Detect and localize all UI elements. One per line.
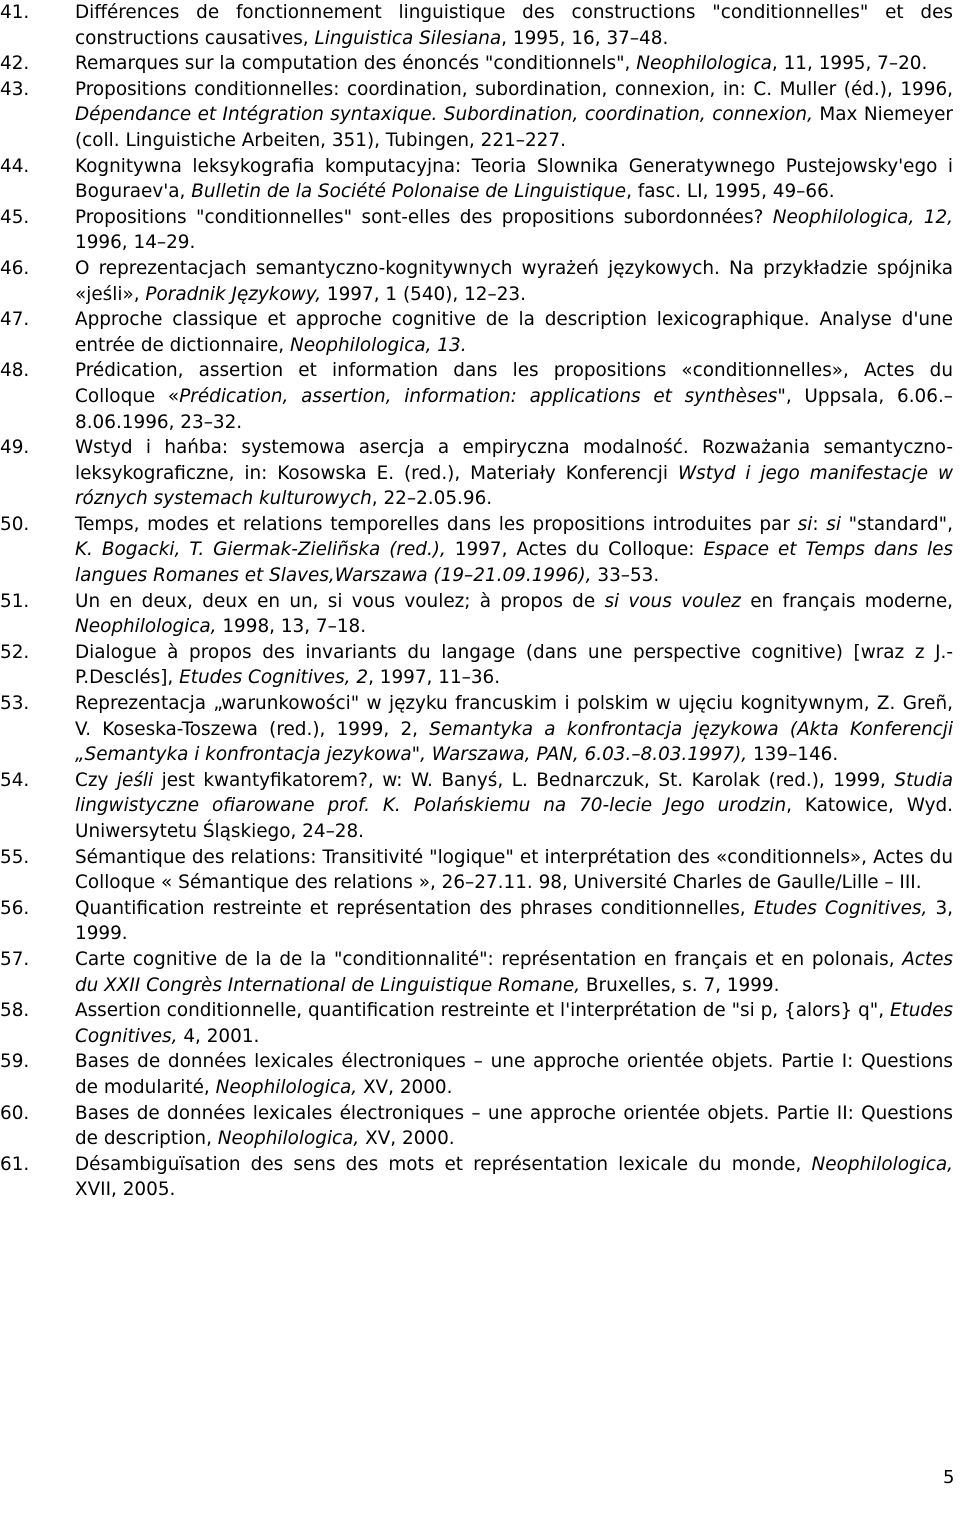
entry-text xyxy=(75,1049,953,1100)
entry-text-segment: Temps, modes et relations temporelles dans les propositions introduites par xyxy=(75,513,798,535)
bibliography-entry xyxy=(0,205,953,256)
entry-number: 48. xyxy=(0,360,30,382)
entry-text xyxy=(75,358,953,435)
italic-title-text: Linguistica Silesiana xyxy=(314,27,502,49)
italic-title-text: Etudes Cognitives, 2 xyxy=(179,667,369,689)
entry-text-segment: jest kwantyfikatorem?, w: W. Banyś, L. Bednarczuk, St. Karolak (red.), 1999, xyxy=(153,769,895,791)
entry-number: 43. xyxy=(0,78,30,100)
entry-text-segment: Un en deux, deux en un, si vous voulez; à propos de xyxy=(75,590,605,612)
entry-text xyxy=(75,205,953,256)
entry-text-segment: XV, 2000. xyxy=(359,1128,455,1150)
bibliography-entry xyxy=(0,845,953,896)
italic-title-text: Etudes Cognitives, xyxy=(753,897,928,919)
entry-text-segment: Propositions "conditionnelles" sont-elles des propositions subordonnées? xyxy=(75,206,773,228)
entry-number: 50. xyxy=(0,513,30,535)
entry-text xyxy=(75,998,953,1049)
bibliography-entry xyxy=(0,1152,953,1203)
entry-text-segment: O reprezentacjach semantyczno-kognitywnych wyrażeń językowych. Na przykładzie spójnika «jeśli», xyxy=(75,257,953,305)
bibliography-entry xyxy=(0,768,953,845)
italic-title-text: Etudes Cognitives, xyxy=(75,1000,953,1047)
entry-text-segment: 4, 2001. xyxy=(177,1025,260,1047)
entry-text xyxy=(75,1152,953,1203)
entry-text xyxy=(75,947,953,998)
entry-text xyxy=(75,154,953,205)
italic-title-text: Wstyd i jego manifestacje w róznych systemach kulturowych xyxy=(75,462,953,510)
italic-title-text: Espace et Temps dans les langues Romanes et Slaves,Warszawa (19–21.09.1996), xyxy=(75,539,953,587)
entry-text-segment: , Katowice, Wyd. Uniwersytetu Śląskiego, 24–28. xyxy=(75,795,953,842)
entry-text-segment: "standard", xyxy=(840,513,953,535)
bibliography-entry xyxy=(0,154,953,205)
italic-title-text: Semantyka a konfrontacja językowa (Akta Konferencji „Semantyka i konfrontacja jezykowa", Warszawa, PAN, 6.03.–8.03.1997), xyxy=(75,718,953,766)
entry-text xyxy=(75,896,953,947)
entry-text-segment: Bases de données lexicales électroniques – une approche orientée objets. Partie II: Questions de description, xyxy=(75,1102,953,1150)
entry-text xyxy=(75,1101,953,1152)
entry-number: 42. xyxy=(0,53,30,75)
bibliography-entry xyxy=(0,358,953,435)
entry-text xyxy=(75,435,953,512)
entry-number: 58. xyxy=(0,1000,30,1022)
entry-text-segment: Reprezentacja „warunkowości" w języku francuskim i polskim w ujęciu kognitywnym, Z. Greñ, V. Koseska-Toszewa (red.), 1999, 2, xyxy=(75,693,953,740)
entry-number: 45. xyxy=(0,206,30,228)
entry-text-segment: Dialogue à propos des invariants du langage (dans une perspective cognitive) [wraz z J.-P.Desclés], xyxy=(75,641,953,689)
italic-title-text: Neophilologica, xyxy=(215,1076,358,1098)
entry-text-segment: Assertion conditionnelle, quantification restreinte et l'interprétation de "si p, {alors} q", xyxy=(75,1000,890,1022)
entry-text-segment: 1998, 13, 7–18. xyxy=(216,616,367,638)
bibliography-entry xyxy=(0,896,953,947)
italic-title-text: Neophilologica, xyxy=(217,1128,360,1150)
italic-title-text: Neophilologica, xyxy=(811,1153,953,1175)
italic-title-text: si xyxy=(826,513,841,535)
entry-number: 47. xyxy=(0,309,30,331)
bibliography-entry xyxy=(0,589,953,640)
entry-text xyxy=(75,640,953,691)
bibliography-entry xyxy=(0,998,953,1049)
entry-text-segment: 1997, 1 (540), 12–23. xyxy=(321,283,526,305)
italic-title-text: K. Bogacki, T. Giermak-Zieliñska (red.), xyxy=(75,539,446,561)
entry-text xyxy=(75,768,953,845)
entry-text-segment: , 1997, 11–36. xyxy=(368,667,501,689)
italic-title-text: Bulletin de la Société Polonaise de Linguistique xyxy=(191,181,627,203)
entry-text-segment: Désambiguïsation des sens des mots et représentation lexicale du monde, xyxy=(75,1153,812,1175)
entry-number: 60. xyxy=(0,1102,30,1124)
bibliography-entry xyxy=(0,691,953,768)
entry-text xyxy=(75,512,953,589)
page-number: 5 xyxy=(943,1467,955,1488)
entry-text xyxy=(75,589,953,640)
entry-text-segment: Bruxelles, s. 7, 1999. xyxy=(580,974,780,996)
entry-text-segment: Kognitywna leksykografia komputacyjna: Teoria Slownika Generatywnego Pustejowsky'ego i Boguraev'a, xyxy=(75,155,953,203)
entry-text-segment: 1996, 14–29. xyxy=(75,232,196,254)
bibliography-entry xyxy=(0,1049,953,1100)
entry-text-segment: Différences de fonctionnement linguistique des constructions "conditionnelles" et des constructions causatives, xyxy=(75,2,953,49)
entry-number: 49. xyxy=(0,437,30,459)
bibliography-entry xyxy=(0,512,953,589)
entry-number: 61. xyxy=(0,1153,30,1175)
entry-text-segment: , Uppsala, 6.06.–8.06.1996, 23–32. xyxy=(75,385,953,433)
entry-text-segment: 33–53. xyxy=(591,565,660,587)
italic-title-text: Neophilologica, xyxy=(75,616,217,638)
entry-text-segment: 139–146. xyxy=(747,744,839,766)
entry-text-segment: , 1995, 16, 37–48. xyxy=(501,27,669,49)
entry-number: 57. xyxy=(0,948,30,970)
entry-text-segment: Wstyd i hańba: systemowa asercja a empiryczna modalność. Rozważania semantyczno-leksykograficzne, in: Kosowska E. (red.), Materiały Konferencji xyxy=(75,437,953,484)
italic-title-text: Prédication, assertion, information: applications et synthèses" xyxy=(179,385,786,407)
italic-title-text: si vous voulez xyxy=(604,590,741,612)
bibliography-entry xyxy=(0,0,953,51)
bibliography-entry xyxy=(0,307,953,358)
entry-text-segment: 3, 1999. xyxy=(75,897,953,945)
entry-text-segment: Max Niemeyer (coll. Linguistiche Arbeiten, 351), Tubingen, 221–227. xyxy=(75,104,953,151)
entry-number: 53. xyxy=(0,693,30,715)
entry-number: 54. xyxy=(0,769,30,791)
entry-text-segment: , 22–2.05.96. xyxy=(371,488,493,510)
entry-text-segment: Prédication, assertion et information dans les propositions «conditionnelles», Actes du Colloque « xyxy=(75,360,953,407)
entry-text xyxy=(75,0,953,51)
entry-text xyxy=(75,77,953,154)
entry-text-segment: XV, 2000. xyxy=(357,1076,453,1098)
bibliography-entry xyxy=(0,435,953,512)
entry-text xyxy=(75,51,953,77)
entry-number: 51. xyxy=(0,590,30,612)
entry-text-segment: Sémantique des relations: Transitivité "logique" et interprétation des «conditionnels», Actes du Colloque « Sémantique des relations », 26–27.11. 98, Université Charles de Gaulle/Lille – III. xyxy=(75,846,953,894)
bibliography-entry xyxy=(0,51,953,77)
italic-title-text: Dépendance et Intégration syntaxique. Subordination, coordination, connexion, xyxy=(75,104,813,126)
entry-text xyxy=(75,845,953,896)
entry-text-segment: : xyxy=(812,513,827,535)
entry-number: 46. xyxy=(0,257,30,279)
entry-text-segment: Propositions conditionnelles: coordination, subordination, connexion, in: C. Muller (éd.), 1996, xyxy=(75,78,953,100)
italic-title-text: Neophilologica xyxy=(636,53,772,75)
entry-text-segment: , fasc. LI, 1995, 49–66. xyxy=(626,181,835,203)
entry-text-segment: en français moderne, xyxy=(740,590,954,612)
italic-title-text: Actes du XXII Congrès International de Linguistique Romane, xyxy=(75,948,953,996)
entry-text-segment: Carte cognitive de la de la "conditionnalité": représentation en français et en polonais, xyxy=(75,948,903,970)
entry-text-segment: Approche classique et approche cognitive de la description lexicographique. Analyse d'une entrée de dictionnaire, xyxy=(75,309,953,356)
italic-title-text: si xyxy=(797,513,813,535)
entry-text-segment: 1997, Actes du Colloque: xyxy=(445,539,704,561)
entry-text-segment: Quantification restreinte et représentation des phrases conditionnelles, xyxy=(75,897,754,919)
italic-title-text: Neophilologica, 12, xyxy=(772,206,953,228)
entry-text xyxy=(75,307,953,358)
entry-number: 56. xyxy=(0,897,30,919)
italic-title-text: jeśli xyxy=(116,769,154,791)
entry-text xyxy=(75,256,953,307)
bibliography-entry xyxy=(0,640,953,691)
entry-number: 59. xyxy=(0,1051,30,1073)
italic-title-text: Neophilologica, 13. xyxy=(289,334,467,356)
entry-text-segment: , 11, 1995, 7–20. xyxy=(771,53,928,75)
entry-number: 55. xyxy=(0,846,30,868)
italic-title-text: Poradnik Językowy, xyxy=(145,283,322,305)
entry-text-segment: Remarques sur la computation des énoncés "conditionnels", xyxy=(75,53,637,75)
bibliography-entry xyxy=(0,256,953,307)
entry-text xyxy=(75,691,953,768)
italic-title-text: Studia lingwistyczne ofiarowane prof. K. Polańskiemu na 70-lecie Jego urodzin xyxy=(75,769,953,817)
entry-number: 52. xyxy=(0,641,30,663)
entry-text-segment: Bases de données lexicales électroniques – une approche orientée objets. Partie I: Questions de modularité, xyxy=(75,1051,953,1098)
entry-text-segment: XVII, 2005. xyxy=(75,1179,176,1201)
bibliography-entry xyxy=(0,947,953,998)
bibliography-entry xyxy=(0,77,953,154)
entry-text-segment: Czy xyxy=(75,769,117,791)
entry-number: 41. xyxy=(0,2,30,23)
bibliography-entry xyxy=(0,1101,953,1152)
entry-number: 44. xyxy=(0,155,30,177)
